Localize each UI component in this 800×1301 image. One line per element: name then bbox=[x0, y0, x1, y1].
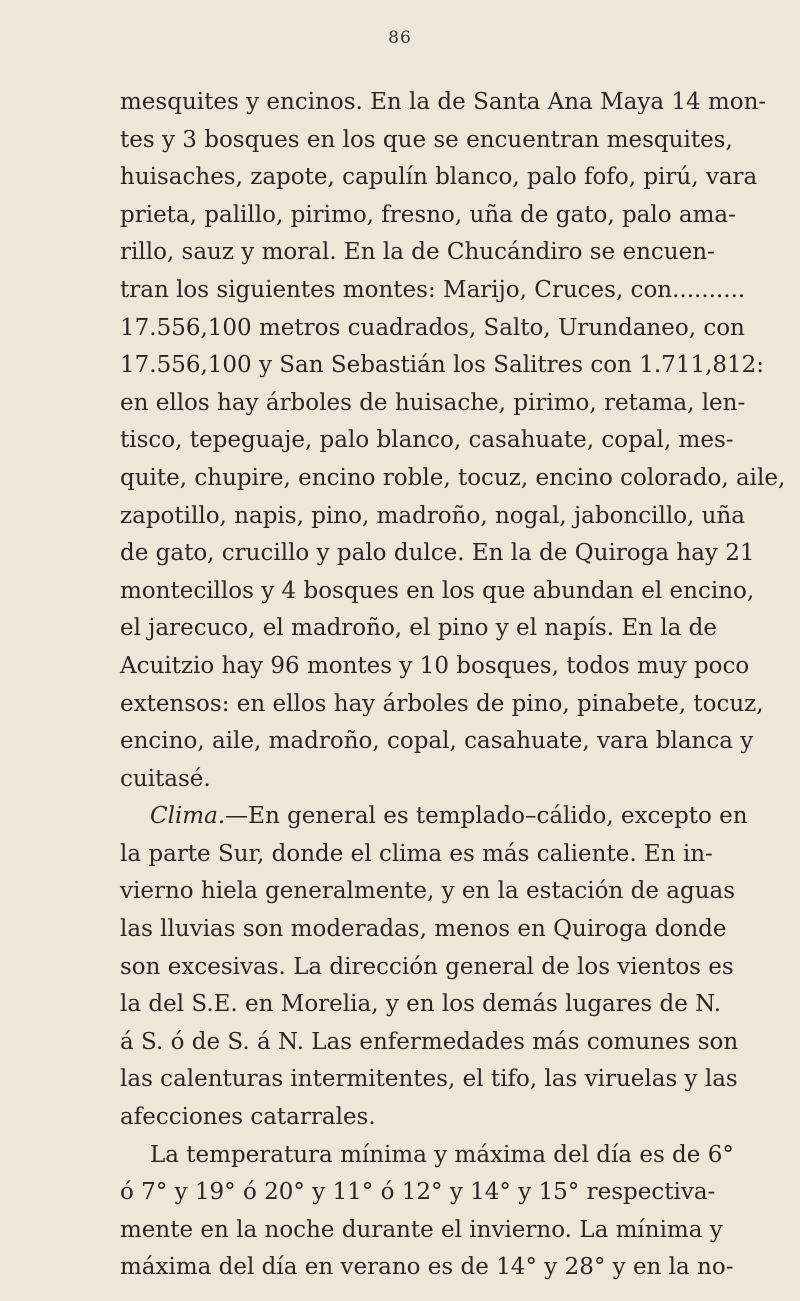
text-line: el jarecuco, el madroño, el pino y el napís. En la de bbox=[120, 615, 717, 642]
text-line: extensos: en ellos hay árboles de pino, pinabete, tocuz, bbox=[120, 690, 764, 717]
text-line: 17.556,100 metros cuadrados, Salto, Urundaneo, con bbox=[120, 314, 745, 341]
text-line: ó 7° y 19° ó 20° y 11° ó 12° y 14° y 15° respectiva- bbox=[120, 1179, 716, 1206]
section-heading-clima: Clima. bbox=[150, 803, 226, 830]
text-line: máxima del día en verano es de 14° y 28° y en la no- bbox=[120, 1254, 734, 1281]
text-line: montecillos y 4 bosques en los que abundan el encino, bbox=[120, 577, 755, 604]
text-line: rillo, sauz y moral. En la de Chucándiro se encuen- bbox=[120, 239, 715, 266]
text-line: tran los siguientes montes: Marijo, Cruces, con.......... bbox=[120, 276, 746, 303]
text-line: la parte Sur, donde el clima es más caliente. En in- bbox=[120, 840, 713, 867]
text-line: mesquites y encinos. En la de Santa Ana Maya 14 mon- bbox=[120, 89, 767, 115]
text-line: —En general es templado–cálido, excepto en bbox=[225, 803, 748, 830]
text-line: á S. ó de S. á N. Las enfermedades más comunes son bbox=[120, 1028, 739, 1055]
text-line: son excesivas. La dirección general de los vientos es bbox=[120, 953, 734, 980]
clima-paragraph-start bbox=[120, 798, 748, 836]
text-line: Acuitzio hay 96 montes y 10 bosques, todos muy poco bbox=[120, 652, 750, 679]
text-line: zapotillo, napis, pino, madroño, nogal, jaboncillo, uña bbox=[120, 502, 745, 529]
text-line: huisaches, zapote, capulín blanco, palo fofo, pirú, vara bbox=[120, 164, 758, 191]
text-line: en ellos hay árboles de huisache, pirimo, retama, len- bbox=[120, 389, 746, 416]
text-line: la del S.E. en Morelia, y en los demás lugares de N. bbox=[120, 991, 722, 1018]
text-line: quite, chupire, encino roble, tocuz, encino colorado, aile, bbox=[120, 464, 786, 491]
text-line: vierno hiela generalmente, y en la estación de aguas bbox=[120, 878, 736, 905]
page-number: 86 bbox=[388, 28, 412, 48]
text-line: 17.556,100 y San Sebastián los Salitres con 1.711,812: bbox=[120, 352, 765, 379]
text-line: tisco, tepeguaje, palo blanco, casahuate, copal, mes- bbox=[120, 427, 734, 454]
text-line: tes y 3 bosques en los que se encuentran mesquites, bbox=[120, 126, 733, 153]
text-line: prieta, palillo, pirimo, fresno, uña de gato, palo ama- bbox=[120, 201, 736, 228]
text-line: las lluvias son moderadas, menos en Quiroga donde bbox=[120, 916, 727, 943]
text-line: afecciones catarrales. bbox=[120, 1104, 376, 1131]
text-line: La temperatura mínima y máxima del día es de 6° bbox=[150, 1141, 734, 1168]
text-line: de gato, crucillo y palo dulce. En la de Quiroga hay 21 bbox=[120, 540, 755, 567]
text-line: cuitasé. bbox=[120, 765, 211, 792]
text-line: las calenturas intermitentes, el tifo, las viruelas y las bbox=[120, 1066, 738, 1093]
text-line: mente en la noche durante el invierno. La mínima y bbox=[120, 1216, 723, 1243]
body-text bbox=[120, 84, 786, 1287]
text-line: encino, aile, madroño, copal, casahuate, vara blanca y bbox=[120, 728, 754, 755]
